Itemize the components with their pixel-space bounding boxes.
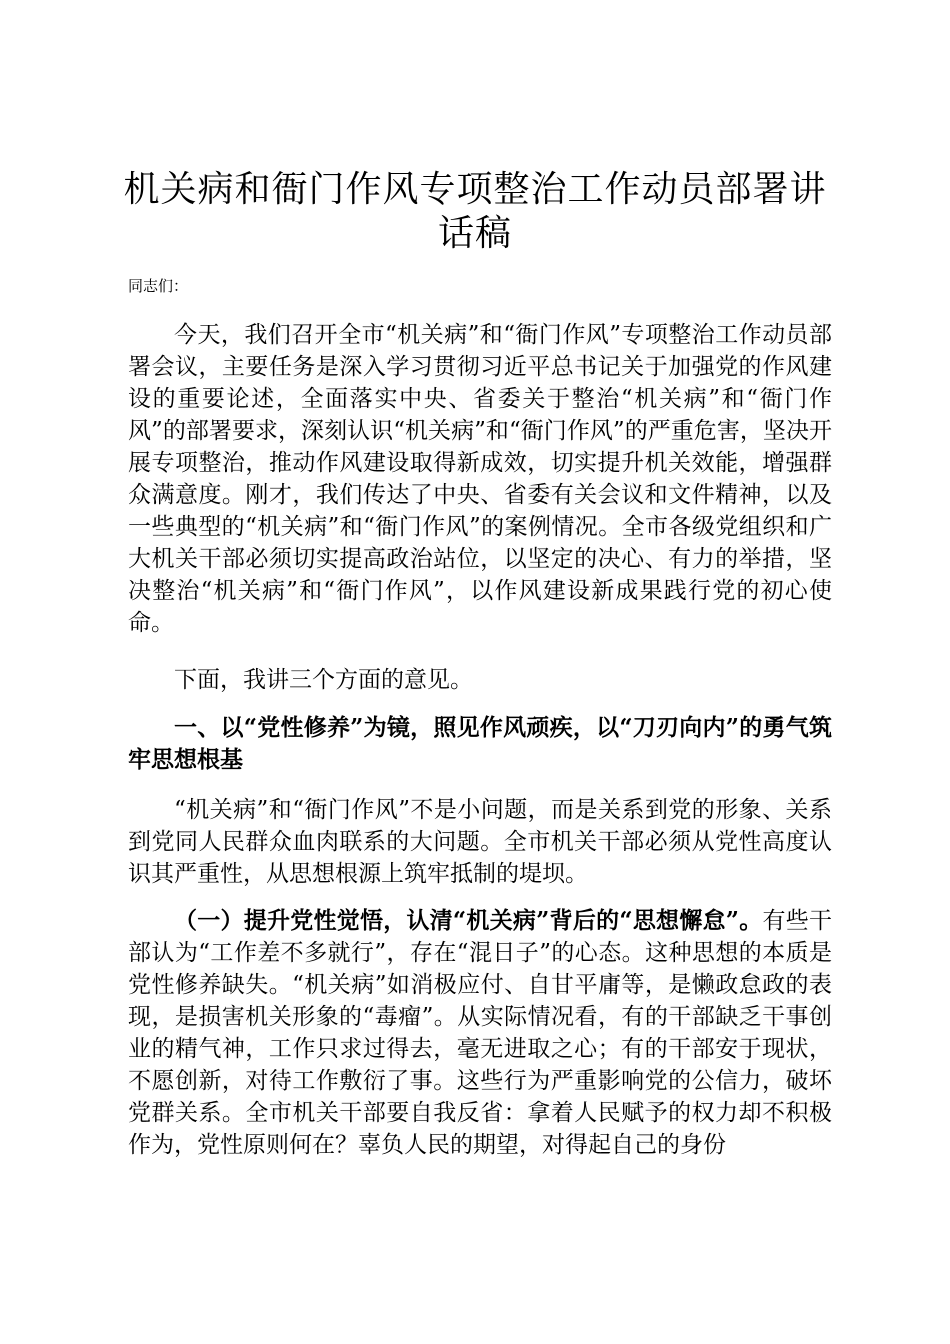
section1-body-paragraph: “机关病”和“衙门作风”不是小问题，而是关系到党的形象、关系到党同人民群众血肉联系的大问题。全市机关干部必须从党性高度认识其严重性，从思想根源上筑牢抵制的堤坝。	[128, 797, 832, 887]
salutation: 同志们：	[128, 277, 189, 295]
subsection1-paragraph	[128, 905, 832, 1161]
transition-paragraph: 下面，我讲三个方面的意见。	[174, 667, 473, 693]
subsection1-heading: （一）提升党性觉悟，认清“机关病”背后的“思想懈怠”。	[174, 907, 763, 934]
document-title: 机关病和衙门作风专项整治工作动员部署讲话稿	[123, 169, 827, 254]
section-heading-1: 一、以“党性修养”为镜，照见作风顽疾，以“刀刃向内”的勇气筑牢思想根基	[128, 714, 832, 773]
subsection1-body: 有些干部认为“工作差不多就行”，存在“混日子”的心态。这种思想的本质是党性修养缺失。“机关病”如消极应付、自甘平庸等，是懒政怠政的表现，是损害机关形象的“毒瘤”。从实际情况看，有的干部缺乏干事创业的精气神，工作只求过得去，毫无进取之心；有的干部安于现状，不愿创新，对待工作敷衍了事。这些行为严重影响党的公信力，破坏党群关系。全市机关干部要自我反省：拿着人民赋予的权力却不积极作为，党性原则何在？辜负人民的期望，对得起自己的身份	[128, 908, 833, 1158]
intro-paragraph: 今天，我们召开全市“机关病”和“衙门作风”专项整治工作动员部署会议，主要任务是深入学习贯彻习近平总书记关于加强党的作风建设的重要论述，全面落实中央、省委关于整治“机关病”和“衙门作风”的部署要求，深刻认识“机关病”和“衙门作风”的严重危害，坚决开展专项整治，推动作风建设取得新成效，切实提升机关效能，增强群众满意度。刚才，我们传达了中央、省委有关会议和文件精神，以及一些典型的“机关病”和“衙门作风”的案例情况。全市各级党组织和广大机关干部必须切实提高政治站位，以坚定的决心、有力的举措，坚决整治“机关病”和“衙门作风”，以作风建设新成果践行党的初心使命。	[128, 322, 832, 636]
